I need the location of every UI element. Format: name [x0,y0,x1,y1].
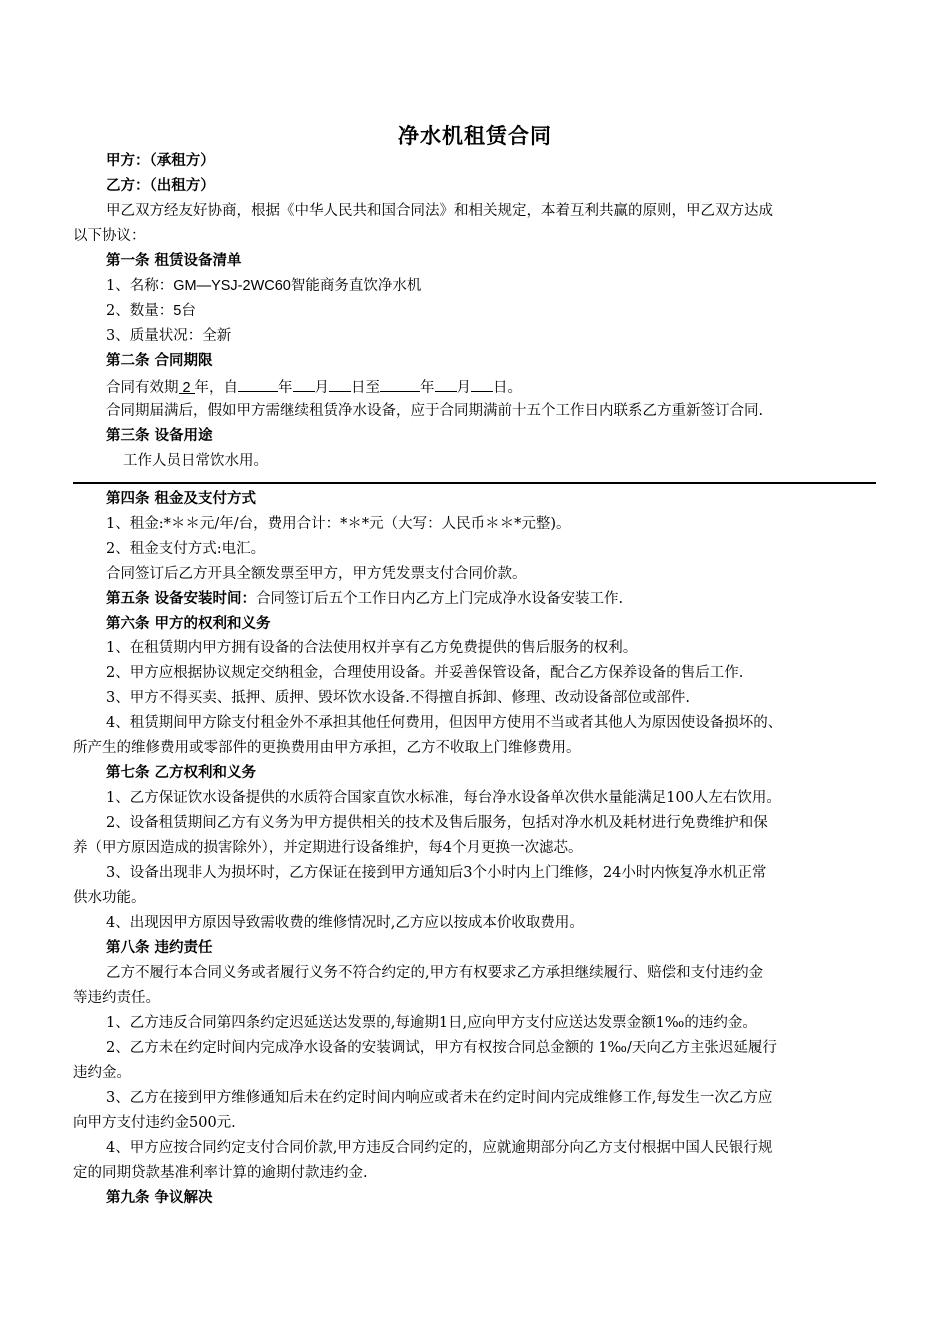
breach-clause-4-line-1: 4、甲方应按合同约定支付合同价款,甲方违反合同约定的，应就逾期部分向乙方支付根据中国人民银行规 [106,1140,773,1156]
term-years: 2 [179,378,195,394]
document-title: 净水机租赁合同 [398,124,552,148]
article-5-body: 合同签订后五个工作日内乙方上门完成净水设备安装工作. [256,591,624,607]
article-5 [106,589,623,609]
equipment-model: GM—YSJ-2WC60 [173,278,291,294]
breach-intro-line-2: 等违约责任。 [73,990,160,1006]
end-year-label: 年 [420,380,435,396]
party-b-label: 乙方：（出租方） [106,178,215,194]
party-a-right-1: 1、在租赁期内甲方拥有设备的合法使用权并享有乙方免费提供的售后服务的权利。 [106,640,638,656]
article-2-heading: 第二条 合同期限 [106,353,213,369]
start-day-blank [329,376,351,392]
breach-clause-2-line-1: 2、乙方未在约定时间内完成净水设备的安装调试，甲方有权按合同总金额的 1‰/天向乙方主张迟延履行 [106,1040,777,1056]
breach-clause-3-line-2: 向甲方支付违约金500元. [73,1115,236,1131]
article-3-heading: 第三条 设备用途 [106,428,213,444]
article-1-heading: 第一条 租赁设备清单 [106,253,242,269]
party-b-duty-1: 1、乙方保证饮水设备提供的水质符合国家直饮水标准，每台净水设备单次供水量能满足100人左右饮用。 [106,790,781,806]
breach-clause-3-line-1: 3、乙方在接到甲方维修通知后未在约定时间内响应或者未在约定时间内完成维修工作,每发生一次乙方应 [106,1090,773,1106]
breach-clause-1: 1、乙方违反合同第四条约定迟延送达发票的,每逾期1日,应向甲方支付应送达发票金额1‰的违约金。 [106,1015,757,1031]
equipment-name-suffix: 智能商务直饮净水机 [290,278,422,294]
article-4-heading: 第四条 租金及支付方式 [106,491,257,507]
article-5-heading: 第五条 设备安装时间： [106,591,257,607]
article-7-heading: 第七条 乙方权利和义务 [106,765,257,781]
intro-line-1: 甲乙双方经友好协商，根据《中华人民共和国合同法》和相关规定，本着互利共赢的原则，甲乙双方达成 [106,203,773,219]
article-8-heading: 第八条 违约责任 [106,940,213,956]
party-b-duty-2-line-1: 2、设备租赁期间乙方有义务为甲方提供相关的技术及售后服务，包括对净水机及耗材进行免费维护和保 [106,815,768,831]
party-a-right-4-line-2: 所产生的维修费用或零部件的更换费用由甲方承担，乙方不收取上门维修费用。 [73,740,581,756]
equipment-quantity [106,301,196,321]
party-a-label: 甲方：（承租方） [106,153,215,169]
term-text-from: 年，自 [194,380,238,396]
breach-intro-line-1: 乙方不履行本合同义务或者履行义务不符合约定的,甲方有权要求乙方承担继续履行、赔偿和支付违约金 [106,965,764,981]
start-year-blank [238,376,278,392]
quantity-value: 5 [173,303,182,319]
breach-clause-2-line-2: 违约金。 [73,1065,131,1081]
equipment-quality: 3、质量状况：全新 [106,328,232,344]
article-6-heading: 第六条 甲方的权利和义务 [106,616,271,632]
quantity-unit: 台 [181,303,196,319]
term-text: 合同有效期 [106,380,179,396]
party-b-duty-2-line-2: 养（甲方原因造成的损害除外），并定期进行设备维护，每4个月更换一次滤芯。 [73,840,583,856]
renewal-clause: 合同期届满后，假如甲方需继续租赁净水设备，应于合同期满前十五个工作日内联系乙方重新签订合同. [106,403,764,419]
quantity-prefix: 2、数量： [106,303,174,319]
end-month-blank [435,376,457,392]
party-b-duty-3-line-1: 3、设备出现非人为损坏时，乙方保证在接到甲方通知后3个小时内上门维修，24小时内恢复净水机正常 [106,865,767,881]
party-a-right-4-line-1: 4、租赁期间甲方除支付租金外不承担其他任何费用，但因甲方使用不当或者其他人为原因使设备损坏的、 [106,715,783,731]
intro-line-2: 以下协议： [73,228,146,244]
rent-amount: 1、租金:*＊＊元/年/台，费用合计：*＊*元（大写：人民币＊＊*元整)。 [106,516,571,532]
start-month-blank [293,376,315,392]
start-day-label: 日至 [351,380,380,396]
party-b-duty-4: 4、出现因甲方原因导致需收费的维修情况时,乙方应以按成本价收取费用。 [106,915,584,931]
article-9-heading: 第九条 争议解决 [106,1190,213,1206]
invoice-note: 合同签订后乙方开具全额发票至甲方，甲方凭发票支付合同价款。 [106,566,527,582]
party-a-right-2: 2、甲方应根据协议规定交纳租金，合理使用设备。并妥善保管设备，配合乙方保养设备的售后工作. [106,665,744,681]
party-b-duty-3-line-2: 供水功能。 [73,890,146,906]
end-month-label: 月 [456,380,471,396]
party-a-right-3: 3、甲方不得买卖、抵押、质押、毁坏饮水设备.不得擅自拆卸、修理、改动设备部位或部件. [106,690,690,706]
end-day-blank [471,376,493,392]
usage-text: 工作人员日常饮水用。 [123,453,268,469]
end-year-blank [380,376,420,392]
equipment-name-prefix: 1、名称： [106,278,174,294]
breach-clause-4-line-2: 定的同期贷款基准利率计算的逾期付款违约金. [73,1165,368,1181]
start-month-label: 月 [314,380,329,396]
equipment-name [106,276,421,296]
start-year-label: 年 [278,380,293,396]
payment-method: 2、租金支付方式:电汇。 [106,541,266,557]
contract-term [106,376,522,398]
section-divider [73,482,876,484]
end-day-label: 日。 [493,380,522,396]
